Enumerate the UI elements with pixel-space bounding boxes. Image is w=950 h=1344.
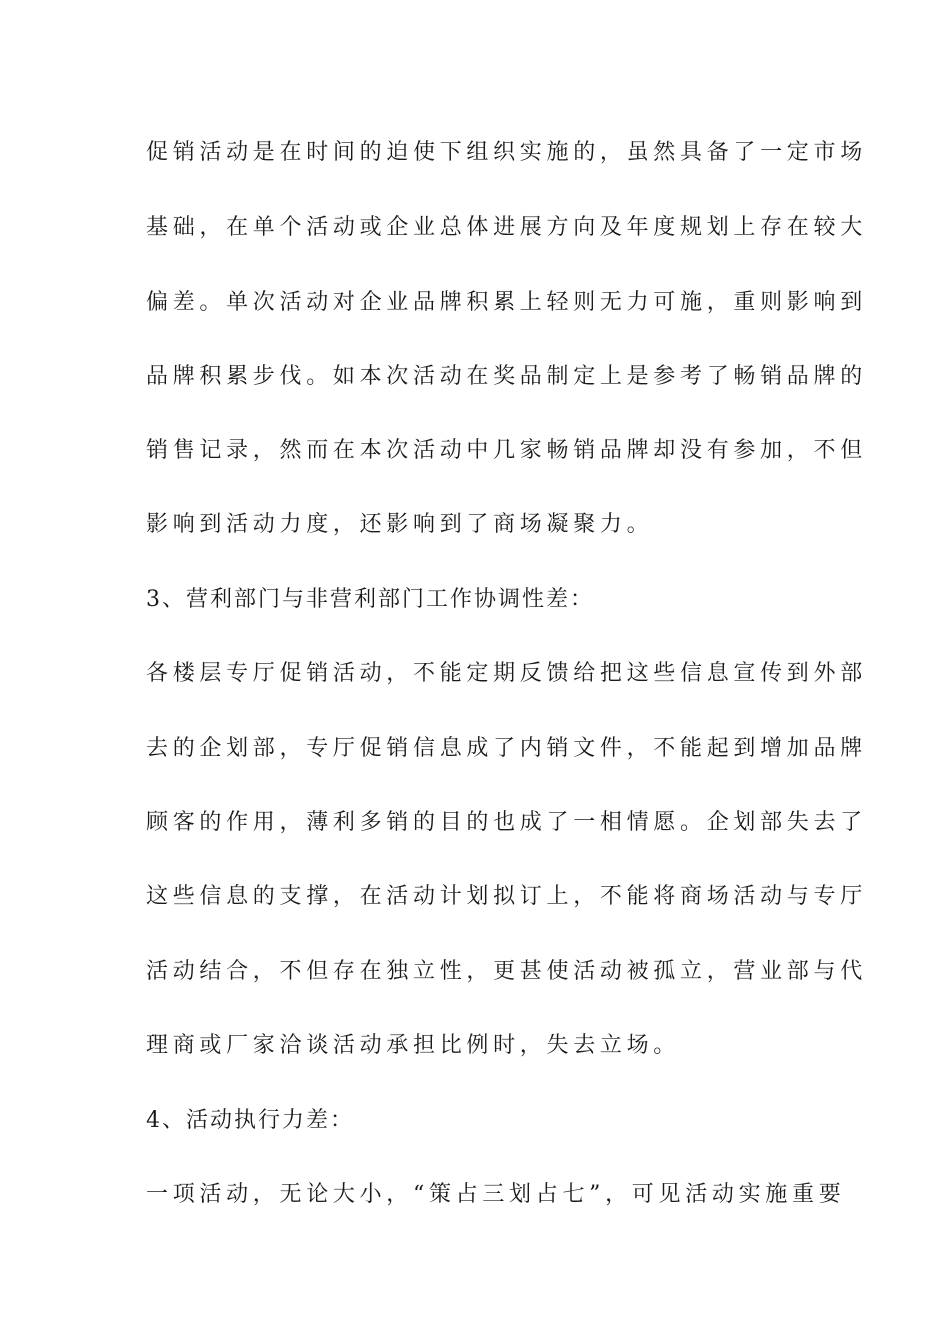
paragraph-3-line-1: 一项活动，无论大小，“策占三划占七”，可见活动实施重要 [146,1182,846,1207]
paragraph-1-line-2: 基础，在单个活动或企业总体进展方向及年度规划上存在较大 [146,215,867,240]
paragraph-2-line-2: 去的企划部，专厅促销信息成了内销文件，不能起到增加品牌 [146,736,867,761]
paragraph-2-line-4: 这些信息的支撑，在活动计划拟订上，不能将商场活动与专厅 [146,884,867,909]
section-heading-4: 4、活动执行力差： [146,1108,354,1133]
paragraph-2-line-5: 活动结合，不但存在独立性，更甚使活动被孤立，营业部与代 [146,959,867,984]
paragraph-1-line-3: 偏差。单次活动对企业品牌积累上轻则无力可施，重则影响到 [146,290,867,315]
paragraph-2-line-6: 理商或厂家洽谈活动承担比例时，失去立场。 [146,1033,681,1058]
paragraph-1-line-1: 促销活动是在时间的迫使下组织实施的，虽然具备了一定市场 [146,140,867,165]
paragraph-1-line-6: 影响到活动力度，还影响到了商场凝聚力。 [146,512,654,537]
paragraph-2-line-1: 各楼层专厅促销活动，不能定期反馈给把这些信息宣传到外部 [146,661,867,686]
paragraph-2-line-3: 顾客的作用，薄利多销的目的也成了一相情愿。企划部失去了 [146,810,867,835]
paragraph-1-line-5: 销售记录，然而在本次活动中几家畅销品牌却没有参加，不但 [146,438,867,463]
section-heading-3: 3、营利部门与非营利部门工作协调性差： [146,587,594,612]
paragraph-1-line-4: 品牌积累步伐。如本次活动在奖品制定上是参考了畅销品牌的 [146,364,867,389]
